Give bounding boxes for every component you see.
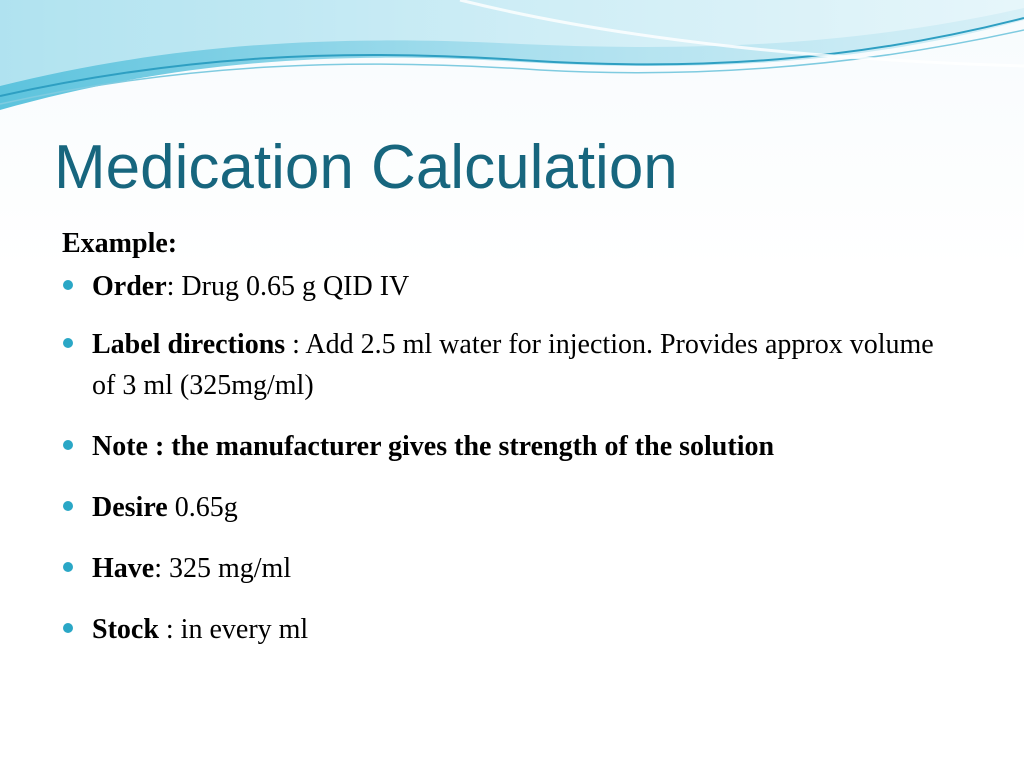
bullet-text: : Add 2.5 ml water for injection. Provides approx volume of 3 ml (325mg/ml) xyxy=(92,329,934,401)
bullet-term: Note : the manufacturer gives the strength of the solution xyxy=(92,431,775,462)
bullet-text: : Drug 0.65 g QID IV xyxy=(166,271,410,302)
bullet-dot-icon xyxy=(63,338,73,348)
bullet-dot-icon xyxy=(63,501,73,511)
header-wave-decoration xyxy=(0,0,1024,130)
bullet-desire xyxy=(62,487,962,528)
bullet-term: Order xyxy=(92,271,167,302)
bullet-stock xyxy=(62,609,962,650)
example-heading: Example: xyxy=(62,228,178,259)
bullet-term: Label directions xyxy=(92,329,286,360)
bullet-dot-icon xyxy=(63,623,73,633)
bullet-text: : in every ml xyxy=(158,614,309,645)
bullet-term: Desire xyxy=(92,492,168,523)
bullet-text: : 325 mg/ml xyxy=(154,553,292,584)
bullet-term: Stock xyxy=(92,614,159,645)
bullet-text: 0.65g xyxy=(167,492,238,523)
bullet-note xyxy=(62,426,962,467)
slide-title: Medication Calculation xyxy=(54,133,678,202)
bullet-term: Have xyxy=(92,553,155,584)
bullet-have xyxy=(62,548,962,589)
bullet-order xyxy=(62,266,962,307)
bullet-dot-icon xyxy=(63,562,73,572)
bullet-dot-icon xyxy=(63,280,73,290)
bullet-list xyxy=(62,266,962,650)
slide-body xyxy=(62,226,962,670)
bullet-label-directions xyxy=(62,324,962,406)
bullet-dot-icon xyxy=(63,440,73,450)
